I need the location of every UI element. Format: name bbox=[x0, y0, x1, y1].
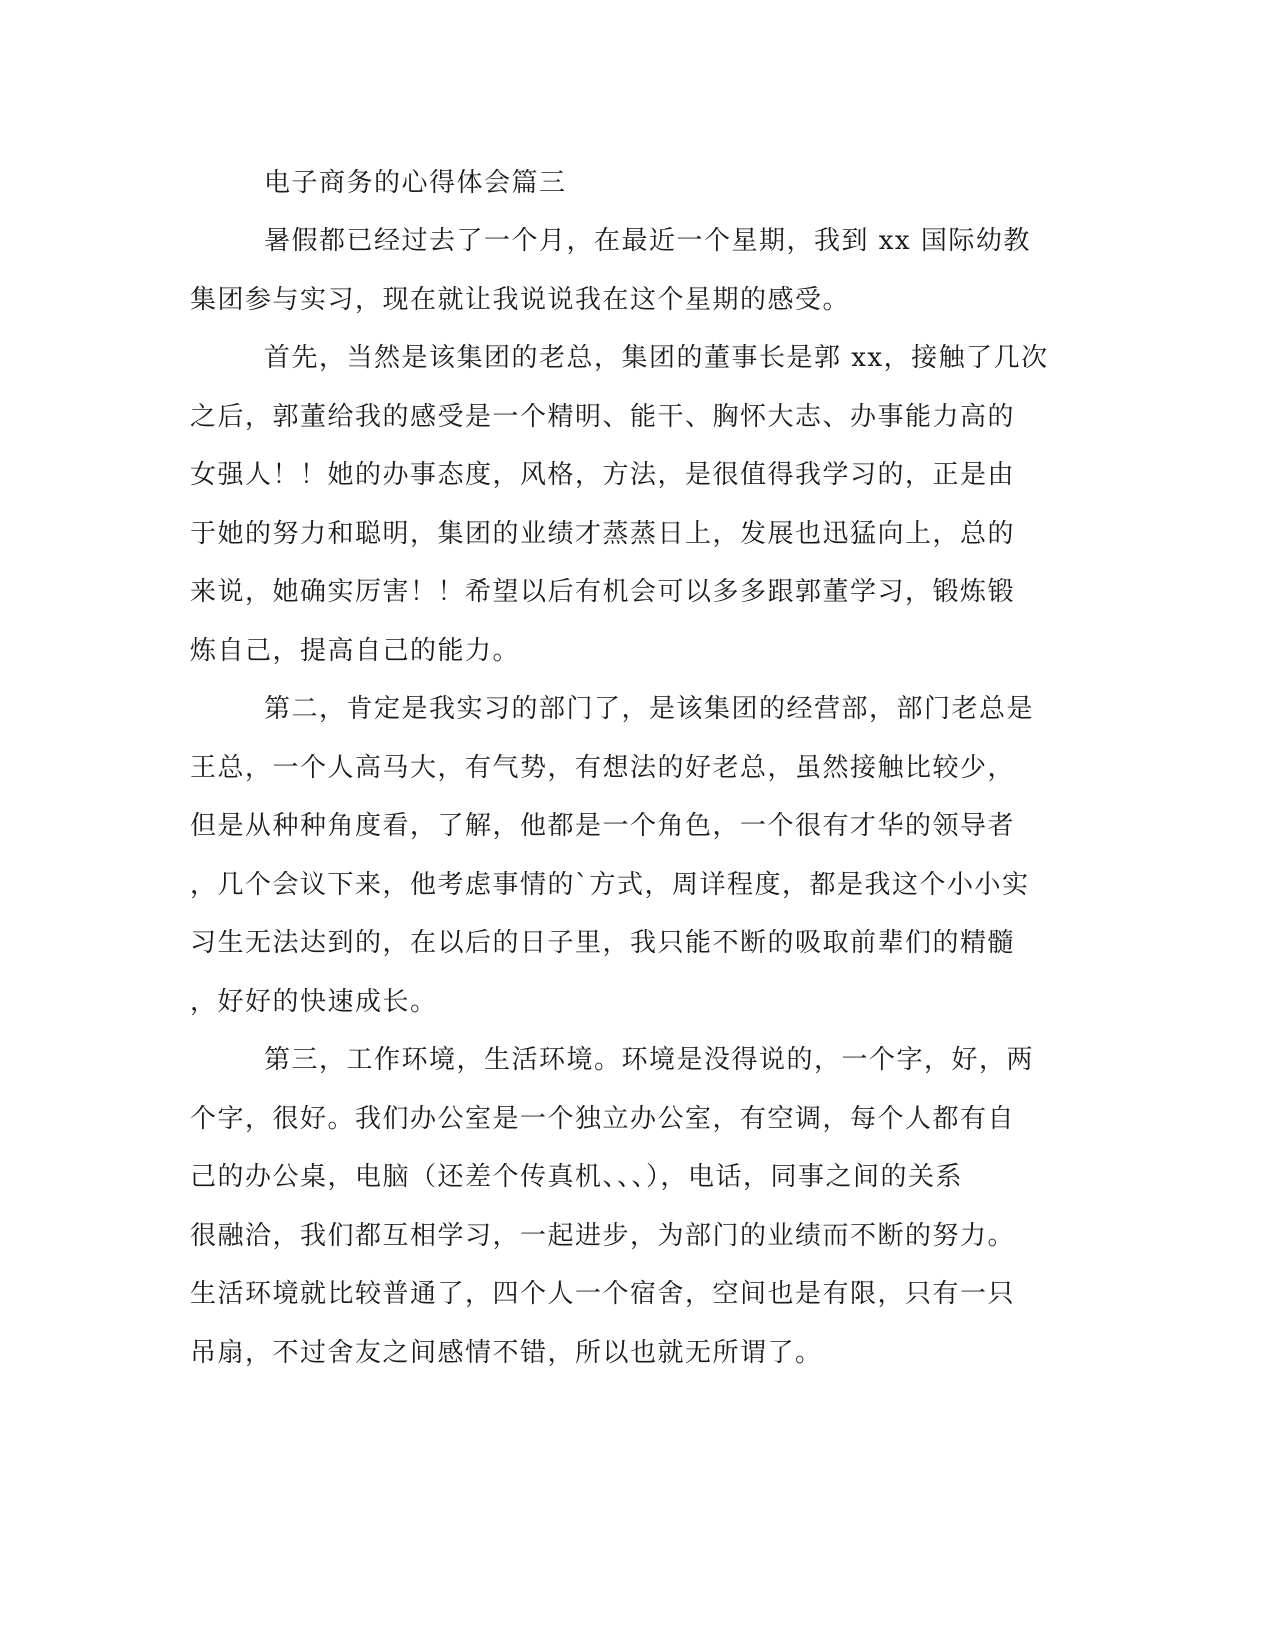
paragraph-4-line-4: 很融洽，我们都互相学习，一起进步，为部门的业绩而不断的努力。 bbox=[190, 1221, 1016, 1251]
paragraph-1-line-2: 集团参与实习，现在就让我说说我在这个星期的感受。 bbox=[190, 285, 851, 315]
paragraph-2-line-1: 首先，当然是该集团的老总，集团的董事长是郭 xx，接触了几次 bbox=[264, 343, 1049, 373]
paragraph-2-line-6: 炼自己，提高自己的能力。 bbox=[190, 636, 521, 666]
paragraph-2-line-4: 于她的努力和聪明，集团的业绩才蒸蒸日上，发展也迅猛向上，总的 bbox=[190, 519, 1016, 549]
paragraph-2-line-3: 女强人！！她的办事态度，风格，方法，是很值得我学习的，正是由 bbox=[190, 460, 1016, 490]
paragraph-4-line-6: 吊扇，不过舍友之间感情不错，所以也就无所谓了。 bbox=[190, 1338, 823, 1368]
paragraph-3-line-2: 王总，一个人高马大，有气势，有想法的好老总，虽然接触比较少， bbox=[190, 753, 1016, 783]
paragraph-3-line-1: 第二，肯定是我实习的部门了，是该集团的经营部，部门老总是 bbox=[264, 694, 1035, 724]
paragraph-4-line-3: 己的办公桌，电脑（还差个传真机、、、），电话，同事之间的关系 bbox=[190, 1162, 964, 1192]
paragraph-3-line-6: ，好好的快速成长。 bbox=[190, 987, 438, 1017]
paragraph-2-line-5: 来说，她确实厉害！！希望以后有机会可以多多跟郭董学习，锻炼锻 bbox=[190, 577, 1016, 607]
paragraph-4-line-5: 生活环境就比较普通了，四个人一个宿舍，空间也是有限，只有一只 bbox=[190, 1279, 1016, 1309]
paragraph-3-line-5: 习生无法达到的，在以后的日子里，我只能不断的吸取前辈们的精髓 bbox=[190, 928, 1016, 958]
paragraph-4-line-2: 个字，很好。我们办公室是一个独立办公室，有空调，每个人都有自 bbox=[190, 1104, 1016, 1134]
paragraph-3-line-3: 但是从种种角度看，了解，他都是一个角色，一个很有才华的领导者 bbox=[190, 811, 1016, 841]
document-title: 电子商务的心得体会篇三 bbox=[264, 168, 567, 198]
paragraph-1-line-1: 暑假都已经过去了一个月，在最近一个星期，我到 xx 国际幼教 bbox=[264, 226, 1031, 256]
paragraph-3-line-4: ，几个会议下来，他考虑事情的`方式，周详程度，都是我这个小小实 bbox=[190, 870, 1030, 900]
paragraph-2-line-2: 之后，郭董给我的感受是一个精明、能干、胸怀大志、办事能力高的 bbox=[190, 402, 1016, 432]
paragraph-4-line-1: 第三，工作环境，生活环境。环境是没得说的，一个字，好，两 bbox=[264, 1045, 1035, 1075]
